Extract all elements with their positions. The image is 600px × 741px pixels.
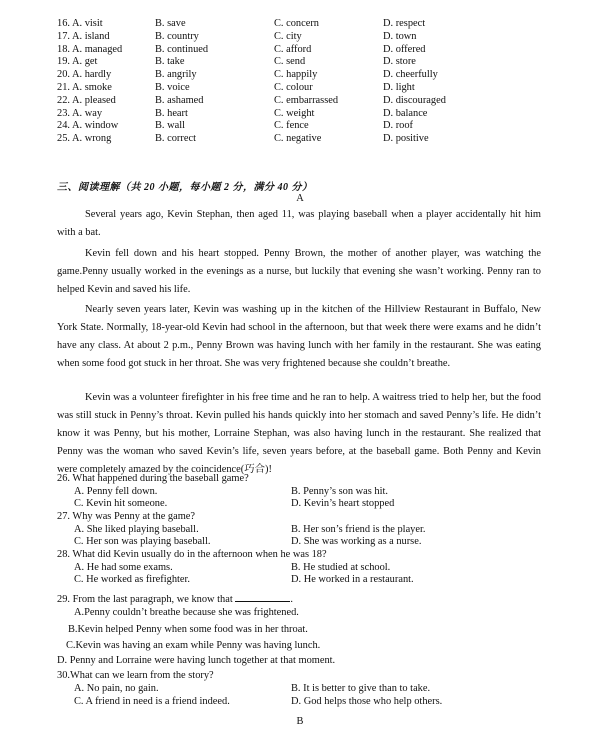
choice-a: A.Penny couldn’t breathe because she was frightened. <box>74 607 299 618</box>
question-stem: 30.What can we learn from the story? <box>57 670 214 681</box>
option-a: 23. A. way <box>57 107 103 119</box>
option-a: 18. A. managed <box>57 43 123 55</box>
option-a: 25. A. wrong <box>57 133 112 145</box>
option-c: C. weight <box>274 107 315 119</box>
option-c: C. happily <box>274 69 318 81</box>
question-29-stem <box>57 592 293 605</box>
option-b: B. heart <box>155 107 188 119</box>
option-c: C. afford <box>274 43 312 55</box>
option-b: B. save <box>155 18 186 29</box>
option-b: B. country <box>155 30 199 42</box>
choice-d: D. Kevin’s heart stopped <box>291 498 395 510</box>
choice-b: B. He studied at school. <box>291 561 391 573</box>
option-c: C. colour <box>274 81 313 93</box>
option-c: C. city <box>274 30 302 42</box>
option-a: 20. A. hardly <box>57 69 112 81</box>
question-stem: 26. What happened during the baseball game? <box>57 473 249 484</box>
passage-paragraph: Nearly seven years later, Kevin was washing up in the kitchen of the Hillview Restaurant in Buffalo, New York State. Normally, 18-year-old Kevin had school in the afternoon, but that week there were exams and he didn’t have any class. At about 2 p.m., Penny Brown was having lunch with her family in the restaurant. She was eating when some food got stuck in her throat. She was very frightened because she couldn’t breathe. <box>57 304 541 369</box>
option-c: C. embarrassed <box>274 94 339 106</box>
option-a: 19. A. get <box>57 56 98 68</box>
question-30 <box>57 670 443 708</box>
option-a: 24. A. window <box>57 120 119 132</box>
passage-paragraph: Kevin fell down and his heart stopped. Penny Brown, the mother of another player, was watching the game.Penny usually worked in the evenings as a nurse, but luckily that evening she wasn’t working. Penny ran to helped Kevin and saved his life. <box>57 248 541 295</box>
choice-a: A. Penny fell down. <box>74 485 158 497</box>
option-d: D. respect <box>383 18 426 29</box>
option-d: D. store <box>383 56 416 68</box>
question-26 <box>57 473 395 511</box>
choice-b: B.Kevin helped Penny when some food was in her throat. <box>68 624 308 635</box>
choice-a: A. He had some exams. <box>74 561 173 573</box>
option-a: 22. A. pleased <box>57 94 116 106</box>
choice-c: C. He worked as firefighter. <box>74 574 190 586</box>
option-a: 17. A. island <box>57 30 110 42</box>
passage-b-label: B <box>296 716 304 727</box>
passage-paragraph: Kevin was a volunteer firefighter in his free time and he ran to help. A waitress tried to help her, but the food was still stuck in Penny’s throat. Kevin pulled his hands quickly into her stomach and saved Penny’s life. He didn’t know it was Penny, but his mother, Lorraine Stephan, was also having lunch in the restaurant. She realized that Penny was the woman who saved Kevin’s life, seven years before, at the baseball game. Both Penny and Kevin were completely amazed by the coincidence(巧合)! <box>57 392 541 475</box>
answer-blank <box>235 592 290 602</box>
choice-c: C.Kevin was having an exam while Penny was having lunch. <box>66 640 321 651</box>
option-b: B. take <box>155 56 185 68</box>
option-d: D. roof <box>383 120 414 132</box>
choice-a: A. She liked playing baseball. <box>74 523 199 535</box>
option-c: C. fence <box>274 120 309 132</box>
choice-b: B. Her son’s friend is the player. <box>291 523 426 535</box>
choice-d: D. She was working as a nurse. <box>291 536 422 548</box>
option-c: C. negative <box>274 133 322 145</box>
option-a: 16. A. visit <box>57 18 103 29</box>
choice-b: B. It is better to give than to take. <box>291 682 431 694</box>
option-d: D. light <box>383 81 415 93</box>
choice-c: C. Her son was playing baseball. <box>74 536 211 548</box>
option-b: B. angrily <box>155 69 197 81</box>
passage-a-label: A <box>296 193 304 204</box>
question-stem: 28. What did Kevin usually do in the afternoon when he was 18? <box>57 549 327 560</box>
option-d: D. positive <box>383 133 429 145</box>
passage-paragraph: Several years ago, Kevin Stephan, then aged 11, was playing baseball when a player accidentally hit him with a bat. <box>57 209 541 238</box>
option-a: 21. A. smoke <box>57 81 112 93</box>
question-stem-end: . <box>290 594 293 605</box>
option-d: D. discouraged <box>383 94 446 106</box>
option-d: D. cheerfully <box>383 69 438 81</box>
question-stem: 27. Why was Penny at the game? <box>57 511 196 522</box>
choice-d: D. He worked in a restaurant. <box>291 574 414 586</box>
choice-d: D. God helps those who help others. <box>291 695 443 707</box>
question-27 <box>57 511 426 549</box>
choice-d: D. Penny and Lorraine were having lunch together at that moment. <box>57 655 336 666</box>
option-d: D. balance <box>383 107 428 119</box>
option-b: B. continued <box>155 43 209 55</box>
option-d: D. offered <box>383 43 426 55</box>
choice-a: A. No pain, no gain. <box>74 682 159 694</box>
choice-c: C. A friend in need is a friend indeed. <box>74 695 230 707</box>
question-28 <box>57 549 414 587</box>
option-c: C. send <box>274 56 306 68</box>
option-b: B. ashamed <box>155 94 204 106</box>
option-b: B. wall <box>155 120 186 132</box>
choice-c: C. Kevin hit someone. <box>74 498 168 510</box>
option-c: C. concern <box>274 18 320 29</box>
question-stem: 29. From the last paragraph, we know that <box>57 594 233 605</box>
option-b: B. correct <box>155 133 196 145</box>
option-d: D. town <box>383 30 417 42</box>
section-heading: 三、阅读理解（共 20 小题，每小题 2 分，满分 40 分） <box>57 182 313 193</box>
option-b: B. voice <box>155 81 190 93</box>
choice-b: B. Penny’s son was hit. <box>291 485 388 497</box>
